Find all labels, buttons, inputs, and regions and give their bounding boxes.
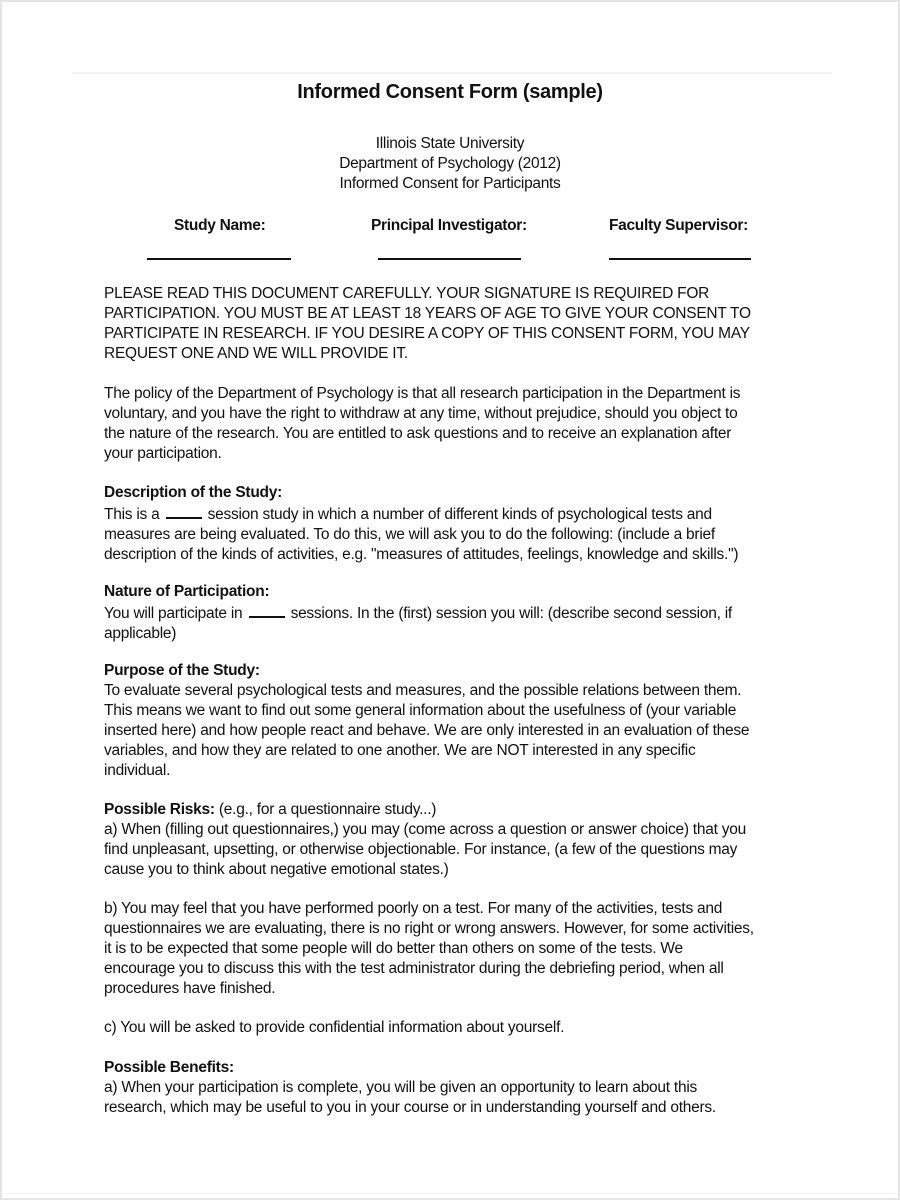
notice-line: PLEASE READ THIS DOCUMENT CAREFULLY. YOUR SIGNATURE IS REQUIRED FOR (104, 285, 710, 302)
nature-line (104, 602, 804, 624)
sessions-blank[interactable] (249, 602, 285, 618)
purpose-heading: Purpose of the Study: (104, 662, 260, 679)
risks-heading: Possible Risks: (104, 801, 215, 818)
purpose-section (104, 661, 804, 781)
faculty-supervisor-label: Faculty Supervisor: (609, 217, 749, 234)
principal-investigator-label: Principal Investigator: (371, 217, 527, 234)
purpose-line: inserted here) and how people react and behave. We are only interested in an evaluation of these (104, 722, 750, 739)
purpose-line: This means we want to find out some general information about the usefulness of (your variable (104, 702, 737, 719)
benefits-section (104, 1058, 804, 1118)
benefits-heading: Possible Benefits: (104, 1059, 234, 1076)
policy-line: your participation. (104, 445, 222, 462)
notice-line: PARTICIPATE IN RESEARCH. IF YOU DESIRE A COPY OF THIS CONSENT FORM, YOU MAY (104, 325, 750, 342)
header-rule (72, 72, 832, 74)
risks-heading-line (104, 800, 804, 820)
risks-section (104, 800, 804, 880)
consent-notice (104, 284, 804, 364)
department-name: Department of Psychology (2012) (339, 155, 561, 172)
risk-b-paragraph (104, 899, 804, 999)
document-subtitle (0, 134, 900, 194)
nature-line: applicable) (104, 625, 177, 642)
risk-c-paragraph (104, 1018, 804, 1038)
policy-line: The policy of the Department of Psychology is that all research participation in the Department is (104, 385, 741, 402)
description-text: This is a (104, 506, 160, 523)
session-count-blank[interactable] (166, 503, 202, 519)
risk-a-line: a) When (filling out questionnaires,) you may (come across a question or answer choice) that you (104, 821, 746, 838)
purpose-line: To evaluate several psychological tests and measures, and the possible relations between them. (104, 682, 742, 699)
description-line (104, 503, 804, 525)
benefits-line: a) When your participation is complete, you will be given an opportunity to learn about this (104, 1079, 698, 1096)
nature-text: sessions. In the (first) session you will: (describe second session, if (290, 605, 732, 622)
risk-a-line: cause you to think about negative emotional states.) (104, 861, 449, 878)
nature-text: You will participate in (104, 605, 243, 622)
institution-name: Illinois State University (375, 135, 525, 152)
risk-b-line: procedures have finished. (104, 980, 276, 997)
risks-heading-note: (e.g., for a questionnaire study...) (214, 801, 437, 818)
risk-a-line: find unpleasant, upsetting, or otherwise objectionable. For instance, (a few of the questions may (104, 841, 738, 858)
description-line: description of the kinds of activities, e.g. "measures of attitudes, feelings, knowledge and skills.") (104, 546, 739, 563)
policy-paragraph (104, 384, 804, 464)
nature-heading: Nature of Participation: (104, 583, 270, 600)
notice-line: REQUEST ONE AND WE WILL PROVIDE IT. (104, 345, 408, 362)
form-purpose: Informed Consent for Participants (339, 175, 561, 192)
risk-c-line: c) You will be asked to provide confidential information about yourself. (104, 1019, 565, 1036)
page-bottom-edge (5, 1193, 895, 1194)
risk-b-line: b) You may feel that you have performed poorly on a test. For many of the activities, tests and (104, 900, 723, 917)
description-section (104, 483, 804, 565)
description-line: measures are being evaluated. To do this, we will ask you to do the following: (include a brief (104, 526, 715, 543)
document-title: Informed Consent Form (sample) (297, 81, 603, 103)
purpose-line: individual. (104, 762, 171, 779)
principal-investigator-field[interactable] (378, 258, 521, 260)
purpose-line: variables, and how they are related to one another. We are NOT interested in any specific (104, 742, 696, 759)
notice-line: PARTICIPATION. YOU MUST BE AT LEAST 18 YEARS OF AGE TO GIVE YOUR CONSENT TO (104, 305, 751, 322)
risk-b-line: it is to be expected that some people will do better than others on some of the tests. We (104, 940, 683, 957)
study-name-label: Study Name: (174, 217, 266, 234)
description-text: session study in which a number of different kinds of psychological tests and (207, 506, 712, 523)
faculty-supervisor-field[interactable] (609, 258, 751, 260)
risk-b-line: questionnaires we are evaluating, there is no right or wrong answers. However, for some activities, (104, 920, 754, 937)
nature-section (104, 582, 804, 644)
risk-b-line: encourage you to discuss this with the test administrator during the debriefing period, when all (104, 960, 724, 977)
description-heading: Description of the Study: (104, 484, 283, 501)
study-name-field[interactable] (147, 258, 291, 260)
policy-line: voluntary, and you have the right to withdraw at any time, without prejudice, should you object to (104, 405, 738, 422)
policy-line: the nature of the research. You are entitled to ask questions and to receive an explanation after (104, 425, 732, 442)
benefits-line: research, which may be useful to you in your course or in understanding yourself and others. (104, 1099, 716, 1116)
